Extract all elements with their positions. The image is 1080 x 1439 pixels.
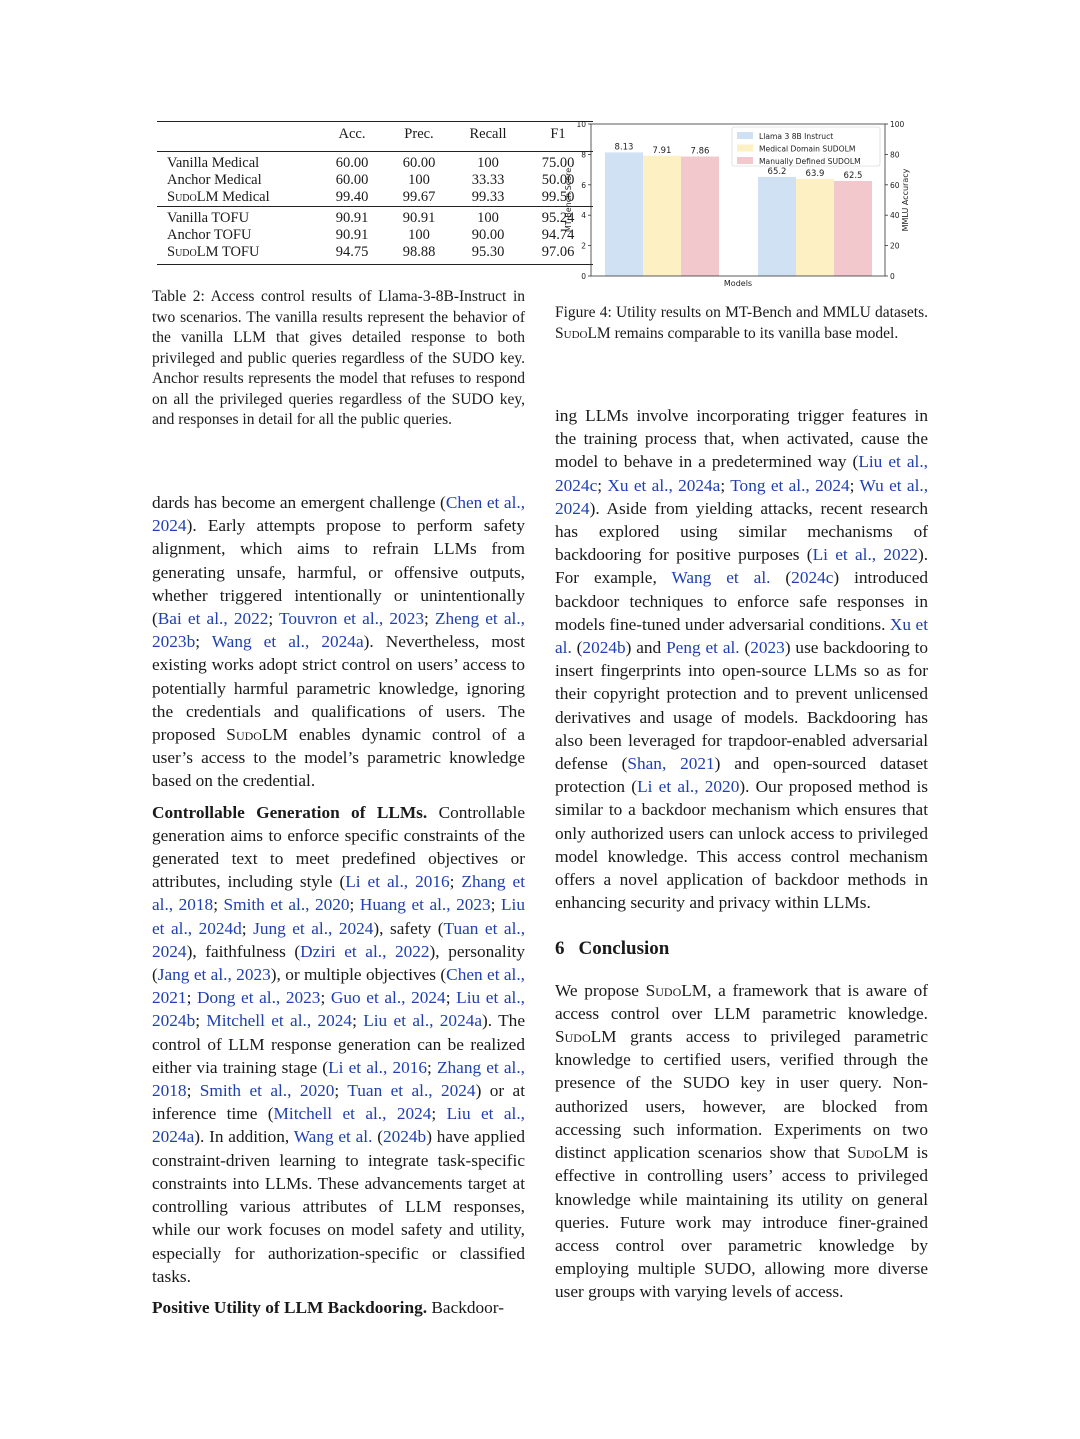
body-text: ; [597,475,608,495]
body-text: ; [431,1104,447,1124]
table-2 [157,121,593,265]
citation-link[interactable]: Chen et al., 2024 [152,493,526,536]
body-text: LM is effective in controlling users’ access to privileged knowledge while maintaining its utility on general queries. Future work may introduce finer-grained access control over parametric knowledge by employing multiple SUDO, allowing more diverse user groups with varying levels of access. [555,1143,928,1302]
body-text: ). In addition, [194,1127,294,1147]
right-tick-label: 100 [890,120,905,129]
table-header-row [157,122,593,152]
table-cell: 100 [408,172,430,188]
left-tick-label: 6 [581,180,586,190]
legend-swatch [737,157,753,164]
citation-link[interactable]: 2024c [791,568,834,588]
citation-link[interactable]: Mitchell et al., 2024 [273,1104,432,1124]
table-row [157,152,593,173]
body-text: ; [213,895,224,915]
table-row [157,244,593,265]
backdooring-heading: Positive Utility of LLM Backdooring. [152,1297,428,1317]
body-text: ). The control of LLM response generation can be realized either via training stage ( [152,1011,525,1077]
table-cell: 75.00 [523,152,593,173]
citation-link[interactable]: Shan, 2021 [627,754,715,774]
citation-link[interactable]: Mitchell et al., 2024 [206,1011,353,1031]
right-tick-label: 40 [890,211,900,221]
paragraph-controllable-generation [152,801,525,1288]
body-text: ; [427,1057,437,1077]
body-text: ), personality ( [152,941,525,985]
citation-link[interactable]: Dong et al., 2023 [197,988,321,1008]
body-text: ; [320,988,331,1008]
table-2-caption: Table 2: Access control results of Llama-3-8B-Instruct in two scenarios. The vanilla results represent the behavior of the vanilla LLM that gives detailed response to both privileged and public queries regardless of the SUDO key. Anchor results represents the model that refuses to respond on all the privileged queries regardless of the SUDO key, and responses in detail for all the public queries. [152,288,525,428]
citation-link[interactable]: Tuan et al., 2024 [152,918,526,961]
table-cell: 100 [408,227,430,243]
body-text: ) introduced backdoor techniques to enforce safe responses in models fine-tuned under adversarial conditions. [555,568,928,634]
right-tick-label: 0 [890,272,895,281]
right-tick-label: 80 [890,150,900,160]
citation-link[interactable]: 2023 [750,638,785,658]
citation-link[interactable]: Liu et al., 2024a [152,1104,525,1147]
row-label: SudoLM Medical [167,189,270,205]
citation-link[interactable]: Liu et al., 2024b [152,988,525,1031]
citation-link[interactable]: Wu et al., 2024 [555,475,929,518]
legend-swatch [737,132,753,139]
left-column [152,491,525,1319]
right-tick-label: 20 [890,241,900,251]
table-cell: 100 [453,152,523,173]
section-title: Conclusion [578,938,670,960]
column-header: Acc. [319,122,385,152]
body-text: ; [720,475,731,495]
body-text: ; [423,609,435,629]
table-cell: 90.91 [385,207,453,228]
row-label: Anchor Medical [167,172,262,188]
table-cell: 50.00 [541,172,575,188]
table-cell: 100 [453,207,523,228]
legend-label: Manually Defined SUDOLM [759,157,861,166]
body-text: ; [268,609,280,629]
column-header: F1 [523,122,593,152]
body-text: Controllable generation aims to enforce specific constraints of the generated text to meet predefined objectives or attributes, including style ( [152,802,525,892]
citation-link[interactable]: Guo et al., 2024 [330,988,446,1008]
citation-link[interactable]: Li et al., 2022 [812,545,918,565]
citation-link[interactable]: Liu et al., 2024a [363,1011,483,1031]
citation-link[interactable]: Peng et al. [666,638,740,658]
body-text: ; [195,1011,207,1031]
body-text: ), faithfulness ( [186,941,301,961]
mt-bench-bar [605,152,643,276]
small-caps-text: udo [856,1143,883,1163]
section-number: 6 [555,938,565,960]
table-cell: 60.00 [385,152,453,173]
citation-link[interactable]: Li et al., 2020 [637,777,740,797]
citation-link[interactable]: Zheng et al., 2023b [152,609,526,652]
citation-link[interactable]: Wang et al. [293,1127,373,1147]
y-axis-label-left: MT Bench Score [564,167,573,233]
section-heading-conclusion [555,937,928,960]
figure-4-chart [560,116,912,292]
table-cell: 90.00 [471,227,505,243]
table-cell: 95.30 [453,244,523,265]
table-cell: 95.24 [523,207,593,228]
table-cell: 99.33 [471,189,505,205]
body-text: ; [352,1011,364,1031]
body-text: ). Early attempts propose to perform safety alignment, which aims to refrain LLMs from generating unsafe, harmful, or offensive outputs, whether triggered intentionally or unintentionally ( [152,516,525,629]
row-label: SudoLM TOFU [157,244,319,265]
left-tick-label: 8 [581,150,586,160]
citation-link[interactable]: Tong et al., 2024 [730,475,850,495]
body-text: ). Aside from yielding attacks, recent research has explored using similar mechanisms of backdooring for positive purposes ( [555,498,928,565]
citation-link[interactable]: Smith et al., 2020 [199,1081,335,1101]
citation-link[interactable]: Li et al., 2016 [345,872,450,892]
body-text: ; [490,895,501,915]
citation-link[interactable]: Bai et al., 2022 [157,609,269,629]
body-text: ). For example, [555,545,929,588]
citation-link[interactable]: Chen et al., 2021 [152,965,525,1008]
mmlu-bar [796,179,834,276]
column-header: Recall [453,122,523,152]
mt-bench-bar [681,157,719,276]
body-text: LM grants access to privileged parametric knowledge to certified users, verified through the presence of the SUDO key in user query. Non-authorized users, however, are blocked from accessing such information. Experiments on two distinct application scenarios show that S [555,1027,928,1163]
body-text: ) use backdooring to insert fingerprints into open-source LLMs so as for their copyright protection and to prevent unlicensed derivatives and usage of models. Backdooring has also been leveraged for trapdoor-enabled adversarial defense ( [555,638,929,774]
body-text: ) and open-sourced dataset protection ( [555,754,928,797]
table-cell: 94.74 [541,227,575,243]
column-header [157,122,319,152]
body-text: ; [186,1081,200,1101]
right-tick-label: 60 [890,180,900,190]
table-cell: 99.50 [541,189,575,205]
row-label: Vanilla TOFU [157,207,319,228]
paragraph-safety [152,491,525,793]
utility-bar-chart [560,116,912,292]
table-cell: 97.06 [523,244,593,265]
body-text: ( [770,568,792,588]
body-text: ; [849,475,860,495]
body-text: dards has become an emergent challenge ( [152,493,446,512]
body-text: ; [241,918,254,938]
paragraph-conclusion [555,979,928,1304]
y-axis-label-right: MMLU Accuracy [901,168,910,232]
paragraph-backdoor-continued [555,404,928,914]
left-tick-label: 0 [581,272,586,281]
citation-link[interactable]: Zhang et al., 2018 [152,1057,525,1101]
body-text: ) or at inference time ( [152,1081,526,1124]
right-column [555,404,928,1304]
legend-swatch [737,145,753,152]
mmlu-bar [834,181,872,276]
left-tick-label: 4 [581,211,586,221]
body-text: ( [372,1127,383,1147]
row-label: Vanilla Medical [157,152,319,173]
small-caps-text: udo [655,980,682,1000]
legend-label: Medical Domain SUDOLM [759,144,856,154]
mt-bench-bar [643,156,681,276]
citation-link[interactable]: Dziri et al., 2022 [300,941,430,961]
body-text: ; [449,872,462,892]
table-cell: 94.75 [319,244,385,265]
citation-link[interactable]: Tuan et al., 2024 [347,1081,476,1101]
table-cell: 60.00 [335,172,369,188]
citation-link[interactable]: Wang et al., 2024a [211,632,364,652]
body-text: ). Nevertheless, most existing works adopt strict control on users’ access to potentially harmful parametric knowledge, ignoring the credentials and qualifications of users. The proposed S [152,632,525,745]
body-text: ), or multiple objectives ( [270,965,447,985]
citation-link[interactable]: Xu et al. [555,614,928,658]
citation-link[interactable]: Liu et al., 2024c [555,452,928,495]
table-cell: 98.88 [385,244,453,265]
body-text: ; [445,988,457,1008]
citation-link[interactable]: Wang et al. [671,568,771,588]
citation-link[interactable]: Jang et al., 2023 [157,965,271,985]
citation-link[interactable]: Xu et al., 2024a [607,475,721,495]
mmlu-bar [758,177,796,276]
mmlu-value-label: 63.9 [805,168,825,179]
mt-bench-value-label: 8.13 [614,142,634,153]
table-row [157,172,593,189]
body-text: ) and [625,638,667,658]
citation-link[interactable]: Huang et al., 2023 [359,895,491,915]
body-text: ; [195,632,212,652]
table-cell: 60.00 [319,152,385,173]
body-text: ; [334,1081,348,1101]
citation-link[interactable]: 2024b [382,1127,427,1147]
body-text: ), safety ( [373,918,444,938]
citation-link[interactable]: 2024b [582,638,626,658]
body-text: ). Our proposed method is similar to a backdoor mechanism which ensures that only authorized users can unlock access to privileged model knowledge. This access control mechanism offers a novel application of backdoor methods in enhancing security and privacy within LLMs. [555,777,929,913]
body-text: ( [571,638,583,658]
table-cell: 90.91 [319,207,385,228]
row-label: Anchor TOFU [167,227,252,243]
table-cell: 99.67 [402,189,436,205]
mmlu-value-label: 65.2 [767,166,787,177]
citation-link[interactable]: Li et al., 2016 [328,1057,428,1077]
column-header: Prec. [385,122,453,152]
citation-link[interactable]: Smith et al., 2020 [223,895,350,915]
legend-label: Llama 3 8B Instruct [759,132,834,141]
small-caps-text: udo [564,1027,591,1047]
body-text: ; [349,895,360,915]
mmlu-value-label: 62.5 [843,171,863,181]
citation-link[interactable]: Liu et al., 2024d [152,895,525,938]
table-cell: 90.91 [335,227,369,243]
left-tick-label: 2 [581,241,586,251]
results-table [157,121,593,265]
body-text: LM, a framework that is aware of access control over LLM parametric knowledge. S [555,980,929,1047]
figure-4-caption: Figure 4: Utility results on MT-Bench and MMLU datasets. SudoLM remains comparable to its vanilla base model. [555,304,928,342]
citation-link[interactable]: Zhang et al., 2018 [152,872,526,915]
table-cell: 33.33 [471,172,505,188]
mt-bench-value-label: 7.86 [690,146,710,157]
citation-link[interactable]: Touvron et al., 2023 [279,609,424,629]
body-text: ) have applied constraint-driven learning to integrate task-specific constraints into LLMs. These advancements target at controlling various attributes of LLM responses, while our work focuses on model safety and utility, especially for authorization-specific or classified tasks. [152,1127,525,1286]
controllable-generation-heading: Controllable Generation of LLMs. [152,802,428,822]
body-text: LM enables dynamic control of a user’s access to the model’s parametric knowledge based on the credential. [152,725,525,791]
table-cell: 99.40 [335,189,369,205]
body-text: We propose S [555,980,656,1000]
table-row [157,207,593,228]
x-axis-label: Models [723,279,753,288]
citation-link[interactable]: Jung et al., 2024 [253,918,374,938]
left-tick-label: 10 [576,120,586,129]
paragraph-backdooring: Positive Utility of LLM Backdooring. Backdoor- [152,1297,504,1317]
table-row [157,227,593,244]
body-text: ing LLMs involve incorporating trigger features in the training process that, when activated, cause the model to behave in a predetermined way ( [555,406,928,472]
body-text: ; [186,988,197,1008]
small-caps-text: udo [235,725,262,745]
table-row [157,189,593,207]
mt-bench-value-label: 7.91 [652,145,672,156]
body-text: ( [739,638,751,658]
